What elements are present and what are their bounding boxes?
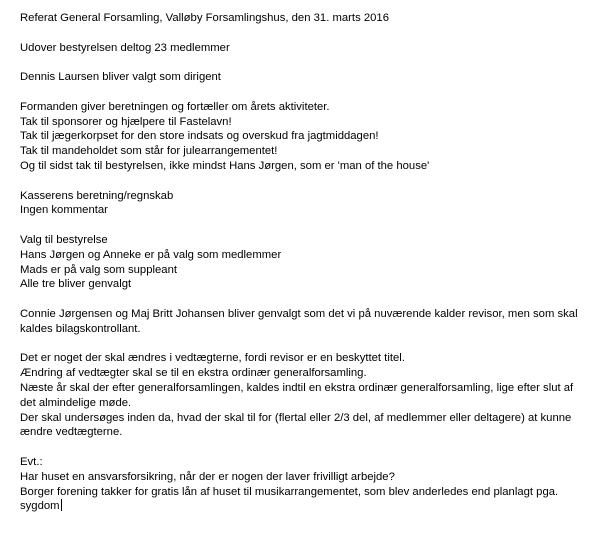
misc-line-text: sygdom [20, 500, 60, 513]
treasurer-section [20, 189, 595, 219]
board-election-section [20, 233, 595, 292]
bylaws-section [20, 351, 595, 440]
attendance-line: Udover bestyrelsen deltog 23 medlemmer [20, 41, 230, 54]
chair-line: Dennis Laursen bliver valgt som dirigent [20, 71, 221, 84]
bylaws-line: ændre vedtægterne. [20, 426, 123, 439]
text-cursor [61, 499, 62, 511]
treasurer-line: Kasserens beretning/regnskab [20, 189, 174, 202]
blank-line [20, 440, 595, 455]
blank-line [20, 337, 595, 352]
blank-line [20, 292, 595, 307]
blank-line [20, 85, 595, 100]
misc-heading: Evt.: [20, 455, 43, 468]
election-line: Mads er på valg som suppleant [20, 263, 177, 276]
blank-line [20, 26, 595, 41]
election-line: Valg til bestyrelse [20, 233, 108, 246]
blank-line [20, 55, 595, 70]
blank-line [20, 174, 595, 189]
election-line: Alle tre bliver genvalgt [20, 278, 132, 291]
misc-last-line [20, 499, 595, 514]
bylaws-line: det almindelige møde. [20, 396, 132, 409]
auditor-section [20, 307, 595, 337]
misc-line: Borger forening takker for gratis lån af huset til musikarrangementet, som blev anderledes end planlagt pga. [20, 485, 559, 498]
auditor-line: kaldes bilagskontrollant. [20, 322, 141, 335]
report-line: Tak til sponsorer og hjælpere til Fastelavn! [20, 115, 232, 128]
blank-line [20, 218, 595, 233]
report-line: Og til sidst tak til bestyrelsen, ikke mindst Hans Jørgen, som er 'man of the house' [20, 159, 430, 172]
document-body[interactable] [20, 11, 595, 514]
chairman-report-section [20, 100, 595, 174]
bylaws-line: Det er noget der skal ændres i vedtægterne, fordi revisor er en beskyttet titel. [20, 352, 405, 365]
misc-section [20, 455, 595, 514]
report-line: Formanden giver beretningen og fortæller om årets aktiviteter. [20, 100, 330, 113]
bylaws-line: Ændring af vedtægter skal se til en ekstra ordinær generalforsamling. [20, 367, 367, 380]
bylaws-line: Næste år skal der efter generalforsamlingen, kaldes indtil en ekstra ordinær generalforsamling, lige efter slut af [20, 381, 574, 394]
misc-line: Har huset en ansvarsforsikring, når der er nogen der laver frivilligt arbejde? [20, 470, 395, 483]
election-line: Hans Jørgen og Anneke er på valg som medlemmer [20, 248, 282, 261]
auditor-line: Connie Jørgensen og Maj Britt Johansen bliver genvalgt som det vi på nuværende kalder revisor, men som skal [20, 307, 578, 320]
bylaws-line: Der skal undersøges inden da, hvad der skal til for (flertal eller 2/3 del, af medlemmer eller deltagere) at kunne [20, 411, 572, 424]
document-title: Referat General Forsamling, Valløby Forsamlingshus, den 31. marts 2016 [20, 12, 389, 24]
treasurer-line: Ingen kommentar [20, 204, 108, 217]
report-line: Tak til jægerkorpset for den store indsats og overskud fra jagtmiddagen! [20, 130, 379, 143]
report-line: Tak til mandeholdet som står for julearrangementet! [20, 145, 278, 158]
